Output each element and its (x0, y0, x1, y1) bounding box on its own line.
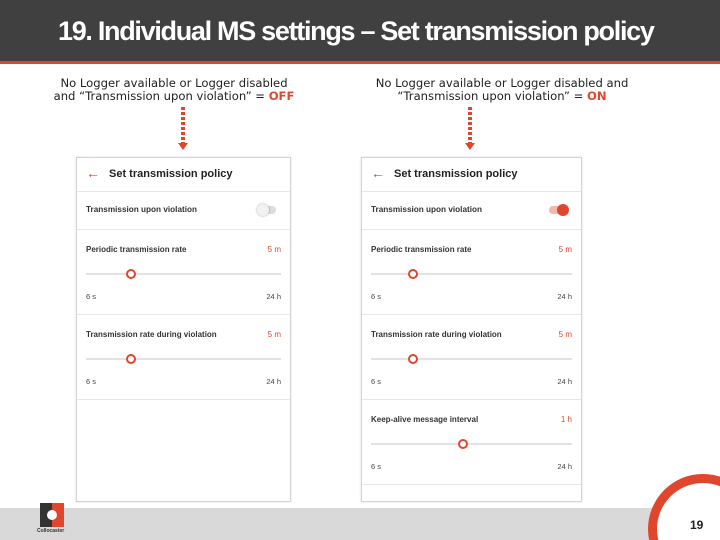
slider-value: 5 m (558, 330, 572, 339)
screen-header (362, 158, 581, 192)
page-number-badge (648, 474, 720, 540)
slider-max-label: 24 h (557, 292, 572, 301)
arrow-left-icon[interactable]: ← (86, 165, 100, 181)
slider-thumb[interactable] (408, 354, 418, 364)
slider-min-label: 6 s (86, 377, 97, 386)
dashed-arrow-down-icon (465, 107, 475, 150)
caption-off-line1: No Logger available or Logger disabled (60, 76, 288, 90)
slider-transmission-rate-during-violation (362, 315, 581, 400)
slider-periodic-transmission-rate (362, 230, 581, 315)
slider-value: 5 m (267, 330, 281, 339)
slider-periodic-transmission-rate (77, 230, 290, 315)
slider-track[interactable] (86, 273, 281, 275)
slider-thumb[interactable] (126, 269, 136, 279)
slider-min-label: 6 s (371, 377, 382, 386)
slider-min-label: 6 s (371, 462, 382, 471)
slider-max-label: 24 h (557, 377, 572, 386)
slide-footer (0, 508, 720, 540)
slider-max-label: 24 h (266, 377, 281, 386)
caption-on-state: ON (587, 89, 607, 103)
toggle-label: Transmission upon violation (371, 205, 482, 214)
toggle-row-transmission-upon-violation (362, 192, 581, 230)
screen-header (77, 158, 290, 192)
slider-thumb[interactable] (126, 354, 136, 364)
slider-track[interactable] (371, 273, 572, 275)
slider-max-label: 24 h (557, 462, 572, 471)
slider-label: Periodic transmission rate (86, 245, 187, 254)
phone-screen-on (361, 157, 582, 502)
slider-track[interactable] (86, 358, 281, 360)
logo-name: Collocaster (37, 528, 65, 534)
dashed-arrow-down-icon (178, 107, 188, 150)
caption-on-line1: No Logger available or Logger disabled and (375, 76, 629, 90)
caption-off-state: OFF (268, 89, 295, 103)
slider-thumb[interactable] (458, 439, 468, 449)
slider-transmission-rate-during-violation (77, 315, 290, 400)
toggle-label: Transmission upon violation (86, 205, 197, 214)
slider-min-label: 6 s (371, 292, 382, 301)
caption-on (360, 77, 644, 103)
slider-value: 5 m (267, 245, 281, 254)
transmission-toggle[interactable] (258, 206, 276, 214)
arrow-left-icon[interactable]: ← (371, 165, 385, 181)
collocaster-logo-icon (37, 503, 69, 537)
transmission-toggle[interactable] (549, 206, 567, 214)
slider-thumb[interactable] (408, 269, 418, 279)
toggle-row-transmission-upon-violation (77, 192, 290, 230)
screen-title: Set transmission policy (394, 168, 518, 180)
slider-label: Periodic transmission rate (371, 245, 472, 254)
slider-label: Keep-alive message interval (371, 415, 479, 424)
caption-on-line2 (360, 90, 644, 103)
toggle-knob (557, 204, 569, 216)
slider-value: 1 h (560, 415, 572, 424)
slider-keep-alive-message-interval (362, 400, 581, 485)
screen-title: Set transmission policy (109, 168, 233, 180)
caption-off-line2 (46, 90, 302, 103)
slider-label: Transmission rate during violation (371, 330, 502, 339)
phone-screen-off (76, 157, 291, 502)
caption-on-prefix: “Transmission upon violation” = (397, 89, 588, 103)
slide-header (0, 0, 720, 64)
slider-value: 5 m (558, 245, 572, 254)
slider-min-label: 6 s (86, 292, 97, 301)
slider-max-label: 24 h (266, 292, 281, 301)
slider-label: Transmission rate during violation (86, 330, 217, 339)
toggle-knob (257, 204, 269, 216)
slide-title: 19. Individual MS settings – Set transmission policy (58, 16, 654, 46)
slider-track[interactable] (371, 358, 572, 360)
slider-track[interactable] (371, 443, 572, 445)
caption-off (46, 77, 302, 103)
caption-off-prefix: and “Transmission upon violation” = (53, 89, 269, 103)
page-number: 19 (690, 518, 704, 532)
